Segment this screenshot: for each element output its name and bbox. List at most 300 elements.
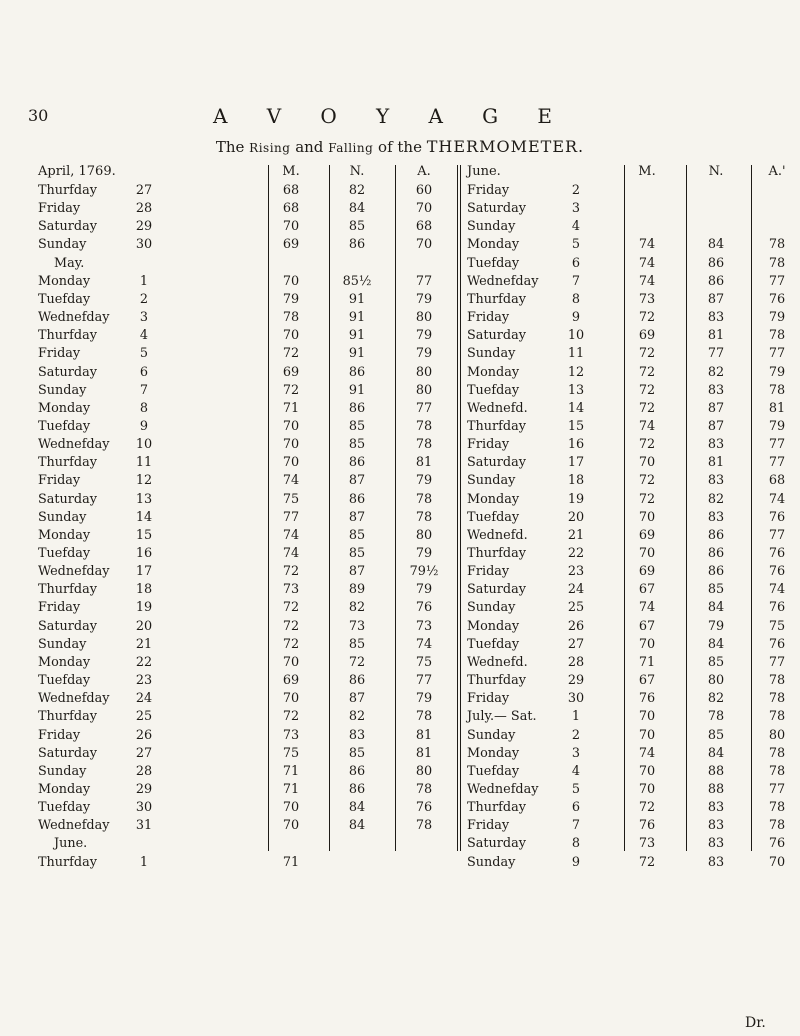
right-n-reading-cell: 83 <box>707 382 725 398</box>
left-m-reading-cell: 71 <box>282 763 300 779</box>
right-table-row <box>38 654 798 672</box>
right-a-reading-cell: 74 <box>768 491 786 507</box>
left-date-cell: 10 <box>135 437 153 453</box>
left-n-reading-cell: 86 <box>348 400 366 416</box>
right-m-reading-cell: 74 <box>638 237 656 253</box>
left-afternoon-heading: A. <box>417 164 431 179</box>
right-day-cell: Wednefd. <box>467 527 528 543</box>
right-n-reading-cell: 79 <box>707 618 725 634</box>
left-day-cell: Saturday <box>38 219 97 235</box>
right-day-cell: Sunday <box>467 473 516 489</box>
left-a-reading-cell: 77 <box>415 273 433 289</box>
left-m-reading-cell: 70 <box>282 273 300 289</box>
right-day-cell: Friday <box>467 310 510 326</box>
left-n-reading-cell: 82 <box>348 600 366 616</box>
left-m-reading-cell: 70 <box>282 654 300 670</box>
left-n-reading-cell: 86 <box>348 673 366 689</box>
right-table-row <box>38 708 798 726</box>
left-day-cell: Friday <box>38 600 81 616</box>
left-a-reading-cell: 78 <box>415 491 433 507</box>
right-day-cell: Monday <box>467 745 520 761</box>
left-day-cell: Sunday <box>38 509 87 525</box>
right-m-reading-cell: 76 <box>638 691 656 707</box>
left-m-reading-cell: 70 <box>282 800 300 816</box>
right-m-reading-cell: 70 <box>638 709 656 725</box>
right-day-cell: Monday <box>467 237 520 253</box>
right-a-reading-cell: 78 <box>768 237 786 253</box>
right-m-reading-cell: 74 <box>638 255 656 271</box>
left-m-reading-cell: 72 <box>282 709 300 725</box>
left-n-reading-cell: 89 <box>348 582 366 598</box>
left-a-reading-cell: 74 <box>415 636 433 652</box>
left-m-reading-cell: 69 <box>282 237 300 253</box>
right-n-reading-cell: 84 <box>707 745 725 761</box>
left-date-cell: 9 <box>139 418 149 434</box>
right-n-reading-cell: 82 <box>707 491 725 507</box>
right-n-reading-cell: 85 <box>707 654 725 670</box>
left-m-reading-cell: 70 <box>282 328 300 344</box>
title-prefix: The <box>215 138 250 156</box>
right-m-reading-cell: 72 <box>638 491 656 507</box>
left-date-cell: 8 <box>139 400 149 416</box>
right-table-row <box>38 581 798 599</box>
right-day-cell: Thurfday <box>467 800 526 816</box>
right-m-reading-cell: 72 <box>638 310 656 326</box>
right-date-cell: 7 <box>571 818 581 834</box>
left-day-cell: Monday <box>38 527 91 543</box>
left-a-reading-cell: 79 <box>415 473 433 489</box>
left-m-reading-cell: 70 <box>282 437 300 453</box>
left-n-reading-cell: 84 <box>348 201 366 217</box>
right-a-reading-cell: 78 <box>768 818 786 834</box>
right-a-reading-cell: 80 <box>768 727 786 743</box>
left-date-cell: 18 <box>135 582 153 598</box>
left-date-cell: 21 <box>135 636 153 652</box>
left-day-cell: Saturday <box>38 491 97 507</box>
running-head-letter: O <box>320 104 338 128</box>
left-a-reading-cell: 78 <box>415 781 433 797</box>
left-m-reading-cell: 71 <box>282 854 300 870</box>
right-day-cell: Sunday <box>467 600 516 616</box>
right-date-cell: 17 <box>567 455 585 471</box>
right-date-cell: 18 <box>567 473 585 489</box>
right-a-reading-cell: 78 <box>768 255 786 271</box>
left-date-cell: 13 <box>135 491 153 507</box>
right-m-reading-cell: 73 <box>638 836 656 852</box>
left-date-cell: 30 <box>135 237 153 253</box>
right-table-row <box>38 400 798 418</box>
right-date-cell: 10 <box>567 328 585 344</box>
right-a-reading-cell: 78 <box>768 763 786 779</box>
left-day-cell: Saturday <box>38 618 97 634</box>
left-n-reading-cell: 85½ <box>342 273 372 289</box>
right-date-cell: 16 <box>567 437 585 453</box>
left-n-reading-cell: 73 <box>348 618 366 634</box>
running-head-letter: G <box>482 104 500 128</box>
right-n-reading-cell: 88 <box>707 781 725 797</box>
right-a-reading-cell: 68 <box>768 473 786 489</box>
left-a-reading-cell: 80 <box>415 310 433 326</box>
left-a-reading-cell: 79 <box>415 328 433 344</box>
left-day-cell: Monday <box>38 400 91 416</box>
left-m-reading-cell: 72 <box>282 636 300 652</box>
left-date-cell: 23 <box>135 673 153 689</box>
left-n-reading-cell: 91 <box>348 382 366 398</box>
left-a-reading-cell: 73 <box>415 618 433 634</box>
page-number: 30 <box>28 106 49 125</box>
right-a-reading-cell: 77 <box>768 654 786 670</box>
left-m-reading-cell: 74 <box>282 527 300 543</box>
right-m-reading-cell: 72 <box>638 364 656 380</box>
running-head-letter: Y <box>376 104 391 128</box>
left-day-cell: Thurfday <box>38 455 97 471</box>
left-m-reading-cell: 70 <box>282 219 300 235</box>
right-table-row <box>38 364 798 382</box>
right-table-row <box>38 309 798 327</box>
right-table-row <box>38 854 798 872</box>
right-date-cell: 6 <box>571 800 581 816</box>
left-date-cell: 17 <box>135 564 153 580</box>
left-date-cell: 2 <box>139 291 149 307</box>
left-m-reading-cell: 72 <box>282 346 300 362</box>
left-a-reading-cell: 80 <box>415 382 433 398</box>
right-date-cell: 29 <box>567 673 585 689</box>
left-m-reading-cell: 72 <box>282 564 300 580</box>
left-n-reading-cell: 85 <box>348 636 366 652</box>
left-day-cell: Friday <box>38 473 81 489</box>
right-day-cell: Saturday <box>467 201 526 217</box>
left-a-reading-cell: 76 <box>415 800 433 816</box>
right-table-row <box>38 690 798 708</box>
left-a-reading-cell: 79 <box>415 546 433 561</box>
right-m-reading-cell: 72 <box>638 800 656 816</box>
right-day-cell: July.— Sat. <box>467 709 537 725</box>
right-m-reading-cell: 71 <box>638 654 656 670</box>
right-m-reading-cell: 74 <box>638 745 656 761</box>
left-a-reading-cell: 78 <box>415 509 433 525</box>
left-day-cell: Friday <box>38 727 81 743</box>
right-date-cell: 6 <box>571 255 581 271</box>
running-head-letter: A <box>213 104 229 128</box>
right-day-cell: Friday <box>467 818 510 834</box>
right-date-cell: 14 <box>567 400 585 416</box>
left-m-reading-cell: 74 <box>282 473 300 489</box>
left-a-reading-cell: 60 <box>415 183 433 198</box>
left-day-cell: Sunday <box>38 382 87 398</box>
right-n-reading-cell: 86 <box>707 527 725 543</box>
right-table-row <box>38 817 798 835</box>
right-table-row <box>38 509 798 527</box>
right-table-row <box>38 835 798 853</box>
left-m-reading-cell: 73 <box>282 582 300 598</box>
left-n-reading-cell: 86 <box>348 491 366 507</box>
left-date-cell: 24 <box>135 691 153 707</box>
left-date-cell: 5 <box>139 346 149 362</box>
right-m-reading-cell: 72 <box>638 473 656 489</box>
left-day-cell: June. <box>54 836 88 852</box>
left-n-reading-cell: 85 <box>348 437 366 453</box>
right-day-cell: Saturday <box>467 455 526 471</box>
right-table-row <box>38 781 798 799</box>
left-date-cell: 19 <box>135 600 153 616</box>
right-day-cell: Friday <box>467 691 510 707</box>
left-day-cell: Friday <box>38 346 81 362</box>
right-a-reading-cell: 76 <box>768 836 786 852</box>
title-rising: Rising <box>249 141 291 155</box>
right-date-cell: 28 <box>567 654 585 670</box>
right-a-reading-cell: 77 <box>768 527 786 543</box>
right-n-reading-cell: 81 <box>707 455 725 471</box>
left-day-cell: Sunday <box>38 237 87 253</box>
right-table-row <box>38 418 798 436</box>
left-a-reading-cell: 75 <box>415 654 433 670</box>
title-of-the: of the <box>373 138 427 156</box>
title-falling: Falling <box>328 141 374 155</box>
left-day-cell: Sunday <box>38 636 87 652</box>
right-day-cell: Wednefday <box>467 273 539 289</box>
right-table-row <box>38 745 798 763</box>
right-m-reading-cell: 72 <box>638 437 656 453</box>
right-date-cell: 15 <box>567 418 585 434</box>
left-date-cell: 14 <box>135 509 153 525</box>
left-n-reading-cell: 87 <box>348 564 366 580</box>
right-m-reading-cell: 72 <box>638 346 656 362</box>
right-afternoon-heading: A.' <box>768 164 786 179</box>
left-day-cell: Tuefday <box>38 291 91 307</box>
right-m-reading-cell: 67 <box>638 582 656 598</box>
left-m-reading-cell: 74 <box>282 546 300 561</box>
left-m-reading-cell: 72 <box>282 600 300 616</box>
left-a-reading-cell: 81 <box>415 745 433 761</box>
title-and: and <box>290 138 329 156</box>
left-day-cell: Wednefday <box>38 691 110 707</box>
right-a-reading-cell: 78 <box>768 745 786 761</box>
left-date-cell: 1 <box>139 273 149 289</box>
right-a-reading-cell: 78 <box>768 328 786 344</box>
right-m-reading-cell: 70 <box>638 546 656 561</box>
right-day-cell: Monday <box>467 491 520 507</box>
left-m-reading-cell: 78 <box>282 310 300 326</box>
left-a-reading-cell: 79 <box>415 691 433 707</box>
right-n-reading-cell: 83 <box>707 437 725 453</box>
right-m-reading-cell: 72 <box>638 854 656 870</box>
left-day-cell: Sunday <box>38 763 87 779</box>
left-m-reading-cell: 69 <box>282 673 300 689</box>
right-n-reading-cell: 82 <box>707 691 725 707</box>
right-date-cell: 2 <box>571 183 581 198</box>
right-n-reading-cell: 84 <box>707 237 725 253</box>
left-n-reading-cell: 91 <box>348 346 366 362</box>
right-m-reading-cell: 74 <box>638 600 656 616</box>
left-n-reading-cell: 87 <box>348 691 366 707</box>
right-table-row <box>38 563 798 581</box>
left-date-cell: 16 <box>135 546 153 561</box>
left-date-cell: 11 <box>135 455 153 471</box>
left-a-reading-cell: 80 <box>415 364 433 380</box>
left-date-cell: 12 <box>135 473 153 489</box>
left-m-reading-cell: 71 <box>282 781 300 797</box>
left-m-reading-cell: 77 <box>282 509 300 525</box>
left-a-reading-cell: 78 <box>415 418 433 434</box>
right-n-reading-cell: 85 <box>707 582 725 598</box>
right-m-reading-cell: 73 <box>638 291 656 307</box>
left-m-reading-cell: 70 <box>282 455 300 471</box>
right-a-reading-cell: 76 <box>768 600 786 616</box>
right-date-cell: 9 <box>571 854 581 870</box>
right-date-cell: 3 <box>571 201 581 217</box>
left-m-reading-cell: 75 <box>282 745 300 761</box>
right-day-cell: Friday <box>467 564 510 580</box>
right-m-reading-cell: 70 <box>638 509 656 525</box>
left-date-cell: 27 <box>135 745 153 761</box>
right-day-cell: Monday <box>467 364 520 380</box>
right-table-row <box>38 727 798 745</box>
right-n-reading-cell: 83 <box>707 310 725 326</box>
right-m-reading-cell: 70 <box>638 636 656 652</box>
right-a-reading-cell: 76 <box>768 291 786 307</box>
left-n-reading-cell: 85 <box>348 418 366 434</box>
right-a-reading-cell: 78 <box>768 800 786 816</box>
left-date-cell: 28 <box>135 201 153 217</box>
right-morning-heading: M. <box>638 164 656 179</box>
left-a-reading-cell: 80 <box>415 527 433 543</box>
right-date-cell: 19 <box>567 491 585 507</box>
right-date-cell: 1 <box>571 709 581 725</box>
right-date-cell: 13 <box>567 382 585 398</box>
right-m-reading-cell: 70 <box>638 455 656 471</box>
right-n-reading-cell: 88 <box>707 763 725 779</box>
right-day-cell: Tuefday <box>467 382 520 398</box>
left-day-cell: Tuefday <box>38 418 91 434</box>
left-month-heading: April, 1769. <box>38 164 116 179</box>
right-n-reading-cell: 84 <box>707 636 725 652</box>
right-m-reading-cell: 69 <box>638 527 656 543</box>
right-m-reading-cell: 72 <box>638 382 656 398</box>
left-n-reading-cell: 91 <box>348 291 366 307</box>
left-n-reading-cell: 85 <box>348 546 366 561</box>
title-thermometer: THERMOMETER. <box>426 137 585 156</box>
right-day-cell: Sunday <box>467 346 516 362</box>
left-m-reading-cell: 70 <box>282 818 300 834</box>
left-date-cell: 1 <box>139 854 149 870</box>
left-date-cell: 4 <box>139 328 149 344</box>
right-a-reading-cell: 77 <box>768 273 786 289</box>
left-m-reading-cell: 75 <box>282 491 300 507</box>
left-n-reading-cell: 84 <box>348 800 366 816</box>
right-day-cell: Thurfday <box>467 546 526 561</box>
left-date-cell: 28 <box>135 763 153 779</box>
left-a-reading-cell: 79 <box>415 346 433 362</box>
left-a-reading-cell: 78 <box>415 709 433 725</box>
left-a-reading-cell: 77 <box>415 400 433 416</box>
left-day-cell: Monday <box>38 654 91 670</box>
right-date-cell: 11 <box>567 346 585 362</box>
right-a-reading-cell: 79 <box>768 310 786 326</box>
right-n-reading-cell: 80 <box>707 673 725 689</box>
left-m-reading-cell: 71 <box>282 400 300 416</box>
right-day-cell: Tuefday <box>467 255 520 271</box>
right-a-reading-cell: 76 <box>768 564 786 580</box>
right-table-row <box>38 599 798 617</box>
left-a-reading-cell: 79 <box>415 582 433 598</box>
right-day-cell: Saturday <box>467 328 526 344</box>
left-m-reading-cell: 68 <box>282 183 300 198</box>
right-n-reading-cell: 86 <box>707 255 725 271</box>
left-day-cell: Tuefday <box>38 546 91 561</box>
right-table-row <box>38 436 798 454</box>
left-day-cell: May. <box>54 255 85 271</box>
right-n-reading-cell: 87 <box>707 291 725 307</box>
right-day-cell: Sunday <box>467 727 516 743</box>
left-a-reading-cell: 77 <box>415 673 433 689</box>
right-a-reading-cell: 76 <box>768 509 786 525</box>
left-a-reading-cell: 76 <box>415 600 433 616</box>
right-m-reading-cell: 72 <box>638 400 656 416</box>
left-date-cell: 20 <box>135 618 153 634</box>
right-date-cell: 21 <box>567 527 585 543</box>
right-a-reading-cell: 78 <box>768 382 786 398</box>
right-n-reading-cell: 83 <box>707 473 725 489</box>
right-date-cell: 20 <box>567 509 585 525</box>
left-date-cell: 27 <box>135 183 153 198</box>
right-n-reading-cell: 83 <box>707 509 725 525</box>
running-head-letter: E <box>537 104 553 128</box>
right-table-row <box>38 545 798 563</box>
right-a-reading-cell: 79 <box>768 418 786 434</box>
right-n-reading-cell: 82 <box>707 364 725 380</box>
catchword: Dr. <box>745 1015 766 1031</box>
right-table-row <box>38 763 798 781</box>
left-n-reading-cell: 91 <box>348 328 366 344</box>
right-a-reading-cell: 78 <box>768 709 786 725</box>
left-day-cell: Saturday <box>38 745 97 761</box>
left-n-reading-cell: 85 <box>348 219 366 235</box>
right-n-reading-cell: 86 <box>707 273 725 289</box>
right-a-reading-cell: 77 <box>768 437 786 453</box>
left-a-reading-cell: 70 <box>415 201 433 217</box>
left-a-reading-cell: 81 <box>415 455 433 471</box>
table-title <box>0 137 800 156</box>
right-day-cell: Thurfday <box>467 673 526 689</box>
left-a-reading-cell: 79 <box>415 291 433 307</box>
right-a-reading-cell: 75 <box>768 618 786 634</box>
right-a-reading-cell: 77 <box>768 346 786 362</box>
left-a-reading-cell: 79½ <box>409 564 439 580</box>
right-date-cell: 7 <box>571 273 581 289</box>
right-table-row <box>38 636 798 654</box>
running-head-letter: V <box>266 104 283 128</box>
right-day-cell: Thurfday <box>467 418 526 434</box>
left-m-reading-cell: 72 <box>282 618 300 634</box>
right-table-row <box>38 345 798 363</box>
right-date-cell: 9 <box>571 310 581 326</box>
right-m-reading-cell: 76 <box>638 818 656 834</box>
right-table-row <box>38 291 798 309</box>
right-a-reading-cell: 76 <box>768 546 786 561</box>
right-n-reading-cell: 81 <box>707 328 725 344</box>
left-date-cell: 7 <box>139 382 149 398</box>
left-n-reading-cell: 82 <box>348 183 366 198</box>
left-n-reading-cell: 87 <box>348 473 366 489</box>
right-day-cell: Thurfday <box>467 291 526 307</box>
right-a-reading-cell: 78 <box>768 691 786 707</box>
left-date-cell: 25 <box>135 709 153 725</box>
right-n-reading-cell: 85 <box>707 727 725 743</box>
right-date-cell: 25 <box>567 600 585 616</box>
left-n-reading-cell: 83 <box>348 727 366 743</box>
right-m-reading-cell: 70 <box>638 763 656 779</box>
left-m-reading-cell: 79 <box>282 291 300 307</box>
